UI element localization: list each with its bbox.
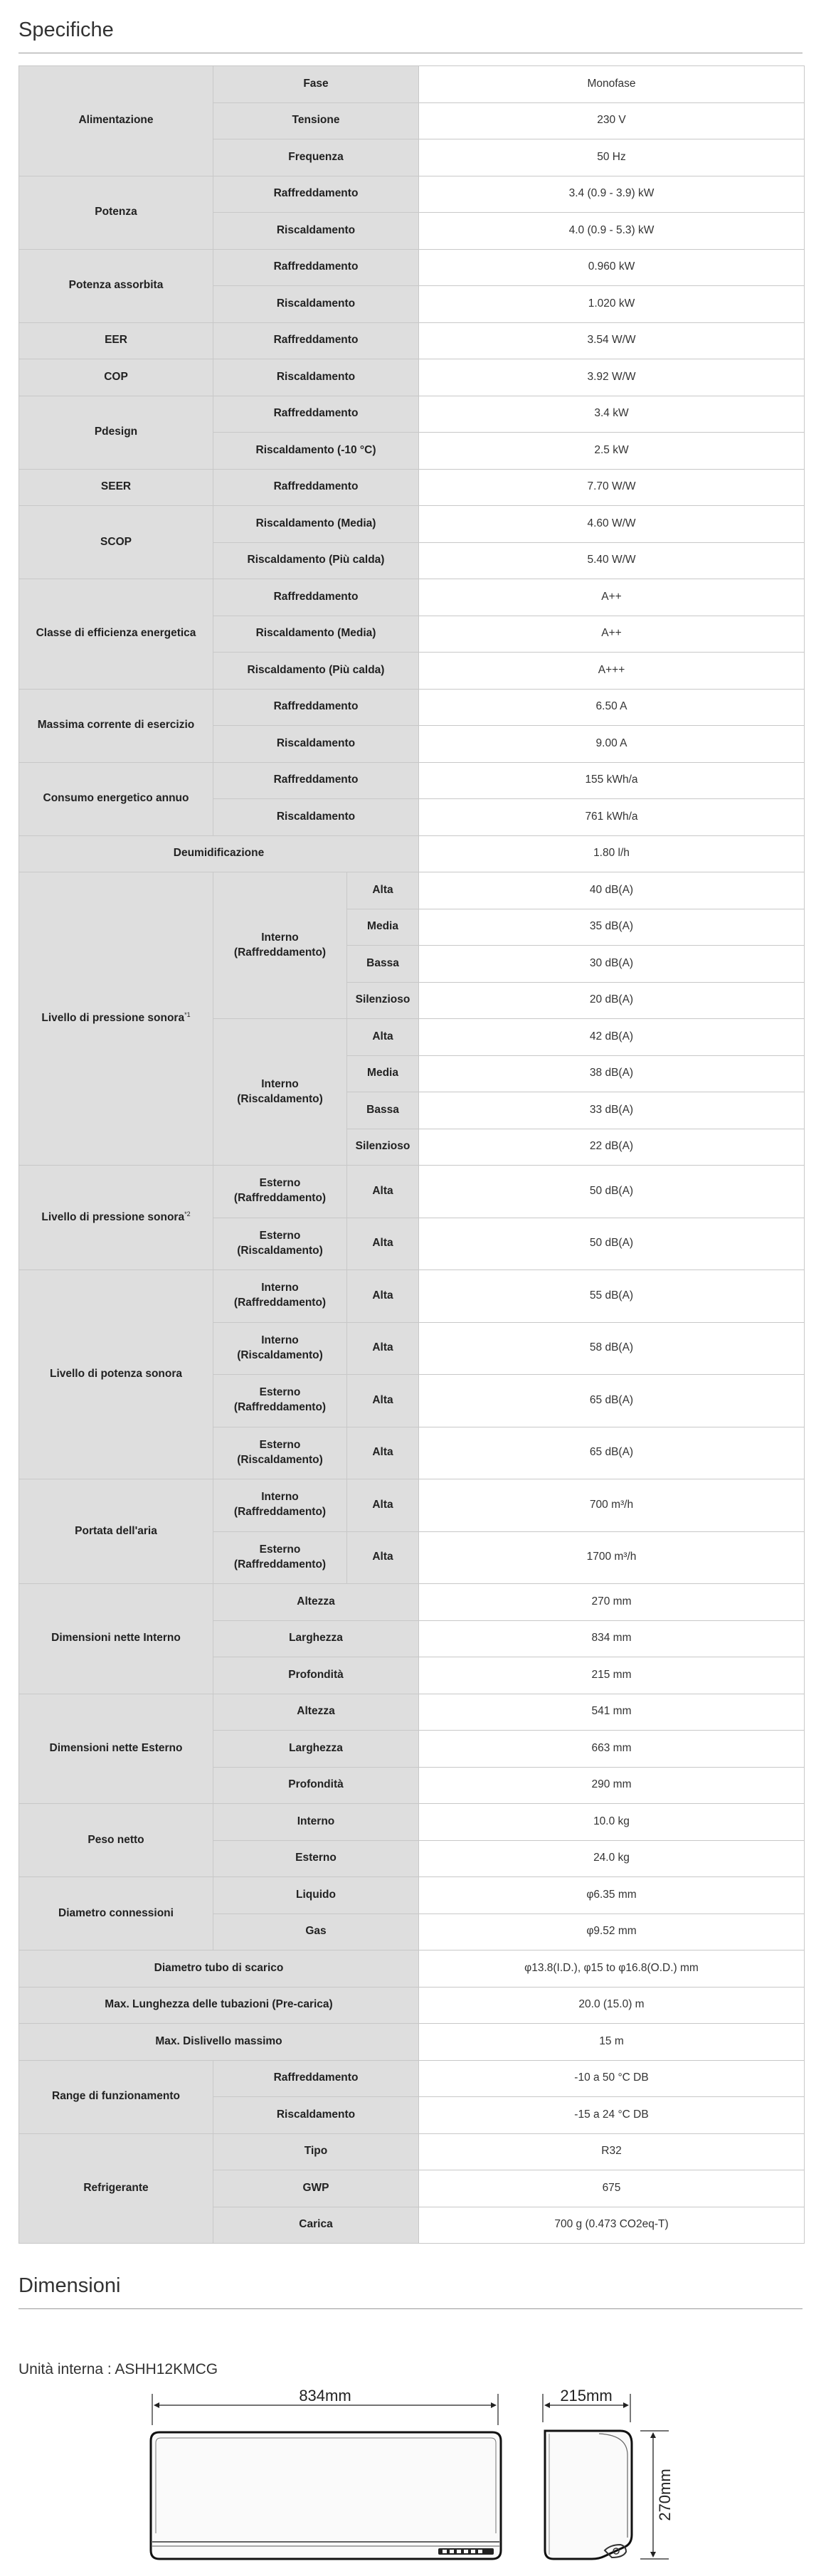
mode-label: Media — [347, 1055, 419, 1092]
sub-label: Riscaldamento (Media) — [213, 506, 419, 543]
group-label-cop: COP — [19, 359, 213, 396]
mode-label: Alta — [347, 1322, 419, 1375]
sub-label: Larghezza — [213, 1620, 419, 1657]
spec-value: Monofase — [419, 66, 805, 103]
specifications-title: Specifiche — [18, 19, 114, 41]
sub-label: Profondità — [213, 1767, 419, 1804]
spec-value: 3.54 W/W — [419, 322, 805, 359]
spec-value: 50 dB(A) — [419, 1166, 805, 1218]
table-row — [19, 1987, 805, 2024]
group-label-scop: SCOP — [19, 506, 213, 579]
spec-value: φ13.8(I.D.), φ15 to φ16.8(O.D.) mm — [419, 1951, 805, 1988]
spec-value: 20 dB(A) — [419, 982, 805, 1019]
depth-label: 215mm — [560, 2387, 613, 2405]
sub-label: Raffreddamento — [213, 762, 419, 799]
sub-label: Raffreddamento — [213, 2060, 419, 2097]
mode-label: Alta — [347, 872, 419, 909]
spec-value: 50 Hz — [419, 139, 805, 176]
table-row — [19, 2024, 805, 2061]
sub-label: Raffreddamento — [213, 579, 419, 616]
group-label-deumidificazione: Deumidificazione — [19, 835, 419, 872]
sub-label: Raffreddamento — [213, 322, 419, 359]
table-row — [19, 1694, 805, 1731]
spec-value: 42 dB(A) — [419, 1019, 805, 1056]
spec-value: 40 dB(A) — [419, 872, 805, 909]
table-row — [19, 176, 805, 213]
group-label-potenza-sonora: Livello di potenza sonora — [19, 1270, 213, 1479]
group-label-dim-esterno: Dimensioni nette Esterno — [19, 1694, 213, 1804]
sub-label: Tipo — [213, 2133, 419, 2170]
table-row — [19, 66, 805, 103]
sub-label: Riscaldamento — [213, 799, 419, 836]
spec-value: 20.0 (15.0) m — [419, 1987, 805, 2024]
depth-dimension — [543, 2387, 630, 2422]
sub-label: Riscaldamento (-10 °C) — [213, 433, 419, 470]
dimensions-title: Dimensioni — [18, 2274, 121, 2297]
spec-value: A+++ — [419, 653, 805, 690]
spec-value: 55 dB(A) — [419, 1270, 805, 1323]
spec-value: 7.70 W/W — [419, 469, 805, 506]
sub-label: Raffreddamento — [213, 176, 419, 213]
footnote-marker: *2 — [184, 1210, 191, 1218]
spec-value: 1700 m³/h — [419, 1531, 805, 1584]
indoor-unit-front-view — [151, 2432, 501, 2559]
group-label-peso: Peso netto — [19, 1804, 213, 1877]
sub-label: Interno (Riscaldamento) — [213, 1019, 347, 1166]
sub-label: Esterno — [213, 1840, 419, 1877]
spec-value: 761 kWh/a — [419, 799, 805, 836]
spec-value: 675 — [419, 2170, 805, 2207]
spec-value: 3.4 kW — [419, 396, 805, 433]
group-label-text: Livello di pressione sonora — [41, 1012, 185, 1025]
spec-value: 290 mm — [419, 1767, 805, 1804]
mode-label: Bassa — [347, 1092, 419, 1129]
table-row — [19, 2133, 805, 2170]
sub-label: Riscaldamento — [213, 213, 419, 250]
spec-value: A++ — [419, 579, 805, 616]
spec-value: 33 dB(A) — [419, 1092, 805, 1129]
spec-value: 58 dB(A) — [419, 1322, 805, 1375]
table-row — [19, 249, 805, 286]
group-label-dim-interno: Dimensioni nette Interno — [19, 1584, 213, 1694]
mode-label: Alta — [347, 1531, 419, 1584]
group-label-alimentazione: Alimentazione — [19, 66, 213, 176]
spec-value: 230 V — [419, 102, 805, 139]
sub-label: Larghezza — [213, 1731, 419, 1768]
spec-value: φ9.52 mm — [419, 1913, 805, 1951]
table-row — [19, 579, 805, 616]
group-label-consumo: Consumo energetico annuo — [19, 762, 213, 835]
sub-label: Raffreddamento — [213, 689, 419, 726]
spec-value: 38 dB(A) — [419, 1055, 805, 1092]
mode-label: Alta — [347, 1375, 419, 1427]
sub-label: Esterno (Riscaldamento) — [213, 1427, 347, 1479]
height-label: 270mm — [656, 2469, 674, 2521]
sub-label: Riscaldamento — [213, 286, 419, 323]
group-label-portata: Portata dell'aria — [19, 1479, 213, 1584]
spec-value: 700 m³/h — [419, 1479, 805, 1532]
table-row — [19, 1951, 805, 1988]
spec-value: 4.60 W/W — [419, 506, 805, 543]
mode-label: Alta — [347, 1479, 419, 1532]
sub-label: Esterno (Raffreddamento) — [213, 1531, 347, 1584]
sub-label: Riscaldamento (Più calda) — [213, 542, 419, 579]
spec-value: 2.5 kW — [419, 433, 805, 470]
table-row — [19, 1479, 805, 1532]
spec-value: 65 dB(A) — [419, 1375, 805, 1427]
spec-value: φ6.35 mm — [419, 1877, 805, 1914]
mode-label: Alta — [347, 1270, 419, 1323]
sub-label: Riscaldamento (Media) — [213, 616, 419, 653]
sub-label: Raffreddamento — [213, 469, 419, 506]
table-row — [19, 1877, 805, 1914]
spec-value: 6.50 A — [419, 689, 805, 726]
sub-label: Fase — [213, 66, 419, 103]
indoor-unit-label: Unità interna : ASHH12KMCG — [18, 2361, 218, 2377]
spec-value: -10 a 50 °C DB — [419, 2060, 805, 2097]
table-row — [19, 1584, 805, 1621]
sub-label: Raffreddamento — [213, 396, 419, 433]
table-row — [19, 835, 805, 872]
group-label-corrente: Massima corrente di esercizio — [19, 689, 213, 762]
group-label-dislivello: Max. Dislivello massimo — [19, 2024, 419, 2061]
spec-value: 3.4 (0.9 - 3.9) kW — [419, 176, 805, 213]
group-label-potenza-assorbita: Potenza assorbita — [19, 249, 213, 322]
sub-label: Altezza — [213, 1694, 419, 1731]
indoor-unit-side-view — [545, 2431, 632, 2559]
table-row — [19, 872, 805, 909]
spec-value: 541 mm — [419, 1694, 805, 1731]
spec-value: 700 g (0.473 CO2eq-T) — [419, 2207, 805, 2244]
sub-label: Interno (Raffreddamento) — [213, 1479, 347, 1532]
table-row — [19, 1270, 805, 1323]
table-row — [19, 469, 805, 506]
sub-label: Frequenza — [213, 139, 419, 176]
table-row — [19, 689, 805, 726]
sub-label: Interno (Raffreddamento) — [213, 872, 347, 1019]
mode-label: Alta — [347, 1166, 419, 1218]
sub-label: Raffreddamento — [213, 249, 419, 286]
mode-label: Alta — [347, 1019, 419, 1056]
width-dimension — [152, 2387, 498, 2425]
spec-value: 1.020 kW — [419, 286, 805, 323]
spec-value: 50 dB(A) — [419, 1218, 805, 1270]
spec-value: 0.960 kW — [419, 249, 805, 286]
spec-value: 35 dB(A) — [419, 909, 805, 946]
group-label-refrigerante: Refrigerante — [19, 2133, 213, 2244]
spec-value: 9.00 A — [419, 726, 805, 763]
table-row — [19, 322, 805, 359]
spec-value: 10.0 kg — [419, 1804, 805, 1841]
spec-value: 24.0 kg — [419, 1840, 805, 1877]
group-label-pressione-sonora-1 — [19, 872, 213, 1166]
spec-value: 5.40 W/W — [419, 542, 805, 579]
sub-label: Altezza — [213, 1584, 419, 1621]
table-row — [19, 359, 805, 396]
sub-label: GWP — [213, 2170, 419, 2207]
spec-value: 663 mm — [419, 1731, 805, 1768]
sub-label: Riscaldamento — [213, 359, 419, 396]
spec-value: 270 mm — [419, 1584, 805, 1621]
sub-label: Gas — [213, 1913, 419, 1951]
spec-value: -15 a 24 °C DB — [419, 2097, 805, 2134]
specifications-table — [18, 65, 805, 2244]
mode-label: Bassa — [347, 946, 419, 983]
group-label-potenza: Potenza — [19, 176, 213, 249]
spec-value: R32 — [419, 2133, 805, 2170]
sub-label: Tensione — [213, 102, 419, 139]
sub-label: Riscaldamento (Più calda) — [213, 653, 419, 690]
spec-value: 834 mm — [419, 1620, 805, 1657]
mode-label: Alta — [347, 1218, 419, 1270]
sub-label: Liquido — [213, 1877, 419, 1914]
sub-label: Interno (Raffreddamento) — [213, 1270, 347, 1323]
spec-value: 4.0 (0.9 - 5.3) kW — [419, 213, 805, 250]
spec-value: 155 kWh/a — [419, 762, 805, 799]
sub-label: Interno (Riscaldamento) — [213, 1322, 347, 1375]
spec-value: 1.80 l/h — [419, 835, 805, 872]
group-label-range: Range di funzionamento — [19, 2060, 213, 2133]
mode-label: Media — [347, 909, 419, 946]
sub-label: Esterno (Raffreddamento) — [213, 1166, 347, 1218]
spec-value: 3.92 W/W — [419, 359, 805, 396]
table-row — [19, 1166, 805, 1218]
group-label-seer: SEER — [19, 469, 213, 506]
group-label-classe: Classe di efficienza energetica — [19, 579, 213, 690]
table-row — [19, 762, 805, 799]
table-row — [19, 506, 805, 543]
spec-value: A++ — [419, 616, 805, 653]
sub-label: Riscaldamento — [213, 726, 419, 763]
spec-value: 65 dB(A) — [419, 1427, 805, 1479]
dimensions-divider — [18, 2308, 803, 2309]
sub-label: Interno — [213, 1804, 419, 1841]
spec-value: 215 mm — [419, 1657, 805, 1694]
table-row — [19, 396, 805, 433]
sub-label: Carica — [213, 2207, 419, 2244]
table-row — [19, 2060, 805, 2097]
sub-label: Profondità — [213, 1657, 419, 1694]
sub-label: Esterno (Riscaldamento) — [213, 1218, 347, 1270]
group-label-pdesign: Pdesign — [19, 396, 213, 469]
spec-value: 15 m — [419, 2024, 805, 2061]
sub-label: Riscaldamento — [213, 2097, 419, 2134]
spec-value: 22 dB(A) — [419, 1129, 805, 1166]
spec-value: 30 dB(A) — [419, 946, 805, 983]
width-label: 834mm — [299, 2387, 351, 2405]
sub-label: Esterno (Raffreddamento) — [213, 1375, 347, 1427]
indoor-unit-dimension-drawing — [0, 2377, 821, 2569]
mode-label: Silenzioso — [347, 982, 419, 1019]
group-label-pressione-sonora-2 — [19, 1166, 213, 1270]
group-label-eer: EER — [19, 322, 213, 359]
group-label-scarico: Diametro tubo di scarico — [19, 1951, 419, 1988]
table-row — [19, 1804, 805, 1841]
group-label-diametro: Diametro connessioni — [19, 1877, 213, 1951]
group-label-lunghezza: Max. Lunghezza delle tubazioni (Pre-carica) — [19, 1987, 419, 2024]
group-label-text: Livello di pressione sonora — [41, 1211, 185, 1224]
footnote-marker: *1 — [184, 1011, 191, 1019]
mode-label: Alta — [347, 1427, 419, 1479]
height-dimension — [640, 2431, 674, 2559]
mode-label: Silenzioso — [347, 1129, 419, 1166]
